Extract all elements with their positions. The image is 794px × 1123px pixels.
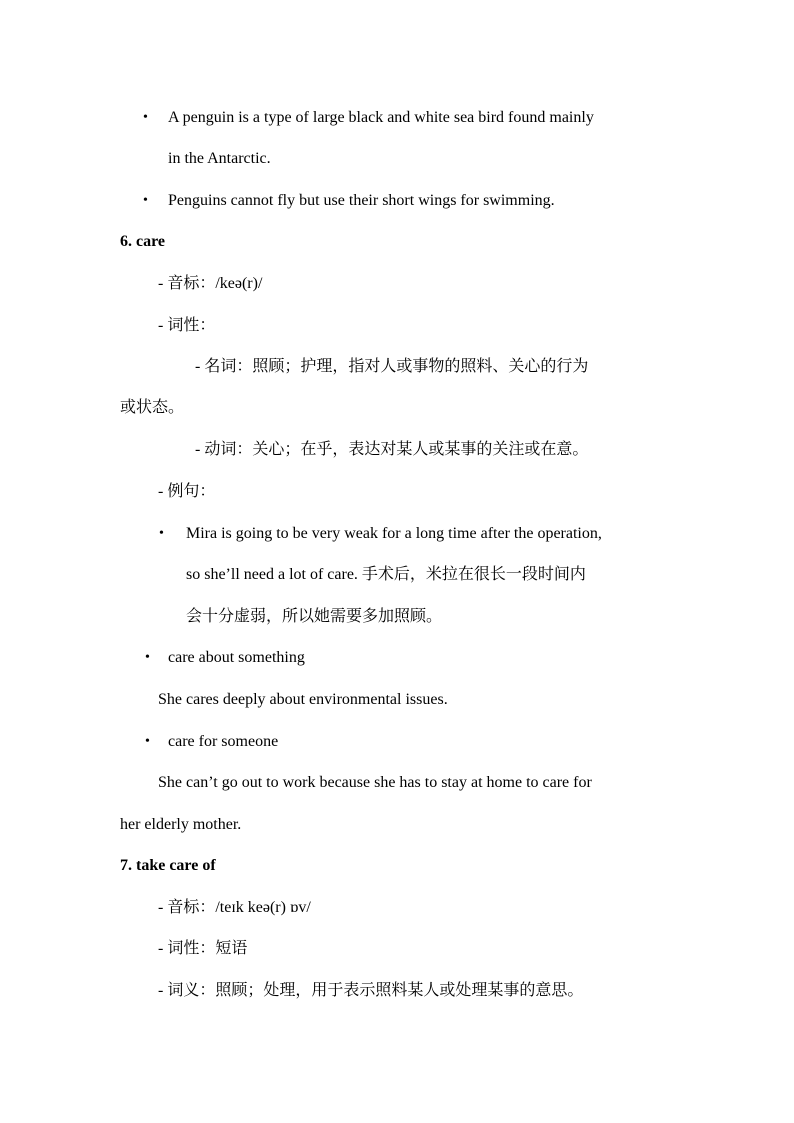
phrase-2: care for someone bbox=[168, 733, 279, 750]
entry-7-meaning: - 词义：照顾；处理，用于表示照料某人或处理某事的意思。 bbox=[158, 982, 584, 999]
entry-6-noun-line-1: - 名词：照顾；护理，指对人或事物的照料、关心的行为 bbox=[195, 358, 589, 375]
bullet-icon: • bbox=[145, 734, 150, 749]
example-line-3: 会十分虚弱，所以她需要多加照顾。 bbox=[186, 608, 443, 625]
phrase-2-sentence-line-2: her elderly mother. bbox=[120, 816, 242, 833]
entry-6-heading: 6. care bbox=[120, 233, 166, 250]
bullet-icon: • bbox=[145, 650, 150, 665]
intro-bullet-1-line-2: in the Antarctic. bbox=[168, 150, 271, 167]
phrase-1-sentence: She cares deeply about environmental issues. bbox=[158, 691, 448, 708]
intro-bullet-1-line-1: A penguin is a type of large black and white sea bird found mainly bbox=[168, 109, 594, 126]
phrase-1: care about something bbox=[168, 649, 305, 666]
entry-6-phonetic: - 音标：/keə(r)/ bbox=[158, 275, 263, 292]
entry-6-verb-line: - 动词：关心；在乎，表达对某人或某事的关注或在意。 bbox=[195, 441, 589, 458]
entry-7-phonetic: - 音标：/teɪk keə(r) ɒv/ bbox=[158, 899, 311, 916]
entry-6-pos-label: - 词性： bbox=[158, 317, 216, 334]
entry-6-examples-label: - 例句： bbox=[158, 483, 216, 500]
bullet-icon: • bbox=[143, 110, 148, 125]
phrase-2-sentence-line-1: She can’t go out to work because she has to stay at home to care for bbox=[158, 774, 592, 791]
entry-7-pos: - 词性：短语 bbox=[158, 940, 248, 957]
intro-bullet-2: Penguins cannot fly but use their short wings for swimming. bbox=[168, 192, 555, 209]
entry-6-noun-line-2: 或状态。 bbox=[120, 399, 185, 416]
bullet-icon: • bbox=[143, 193, 148, 208]
entry-7-heading: 7. take care of bbox=[120, 857, 216, 874]
example-line-2: so she’ll need a lot of care. 手术后，米拉在很长一段时间内 bbox=[186, 566, 586, 583]
example-line-1: Mira is going to be very weak for a long time after the operation, bbox=[186, 525, 602, 542]
bullet-icon: • bbox=[159, 526, 164, 541]
